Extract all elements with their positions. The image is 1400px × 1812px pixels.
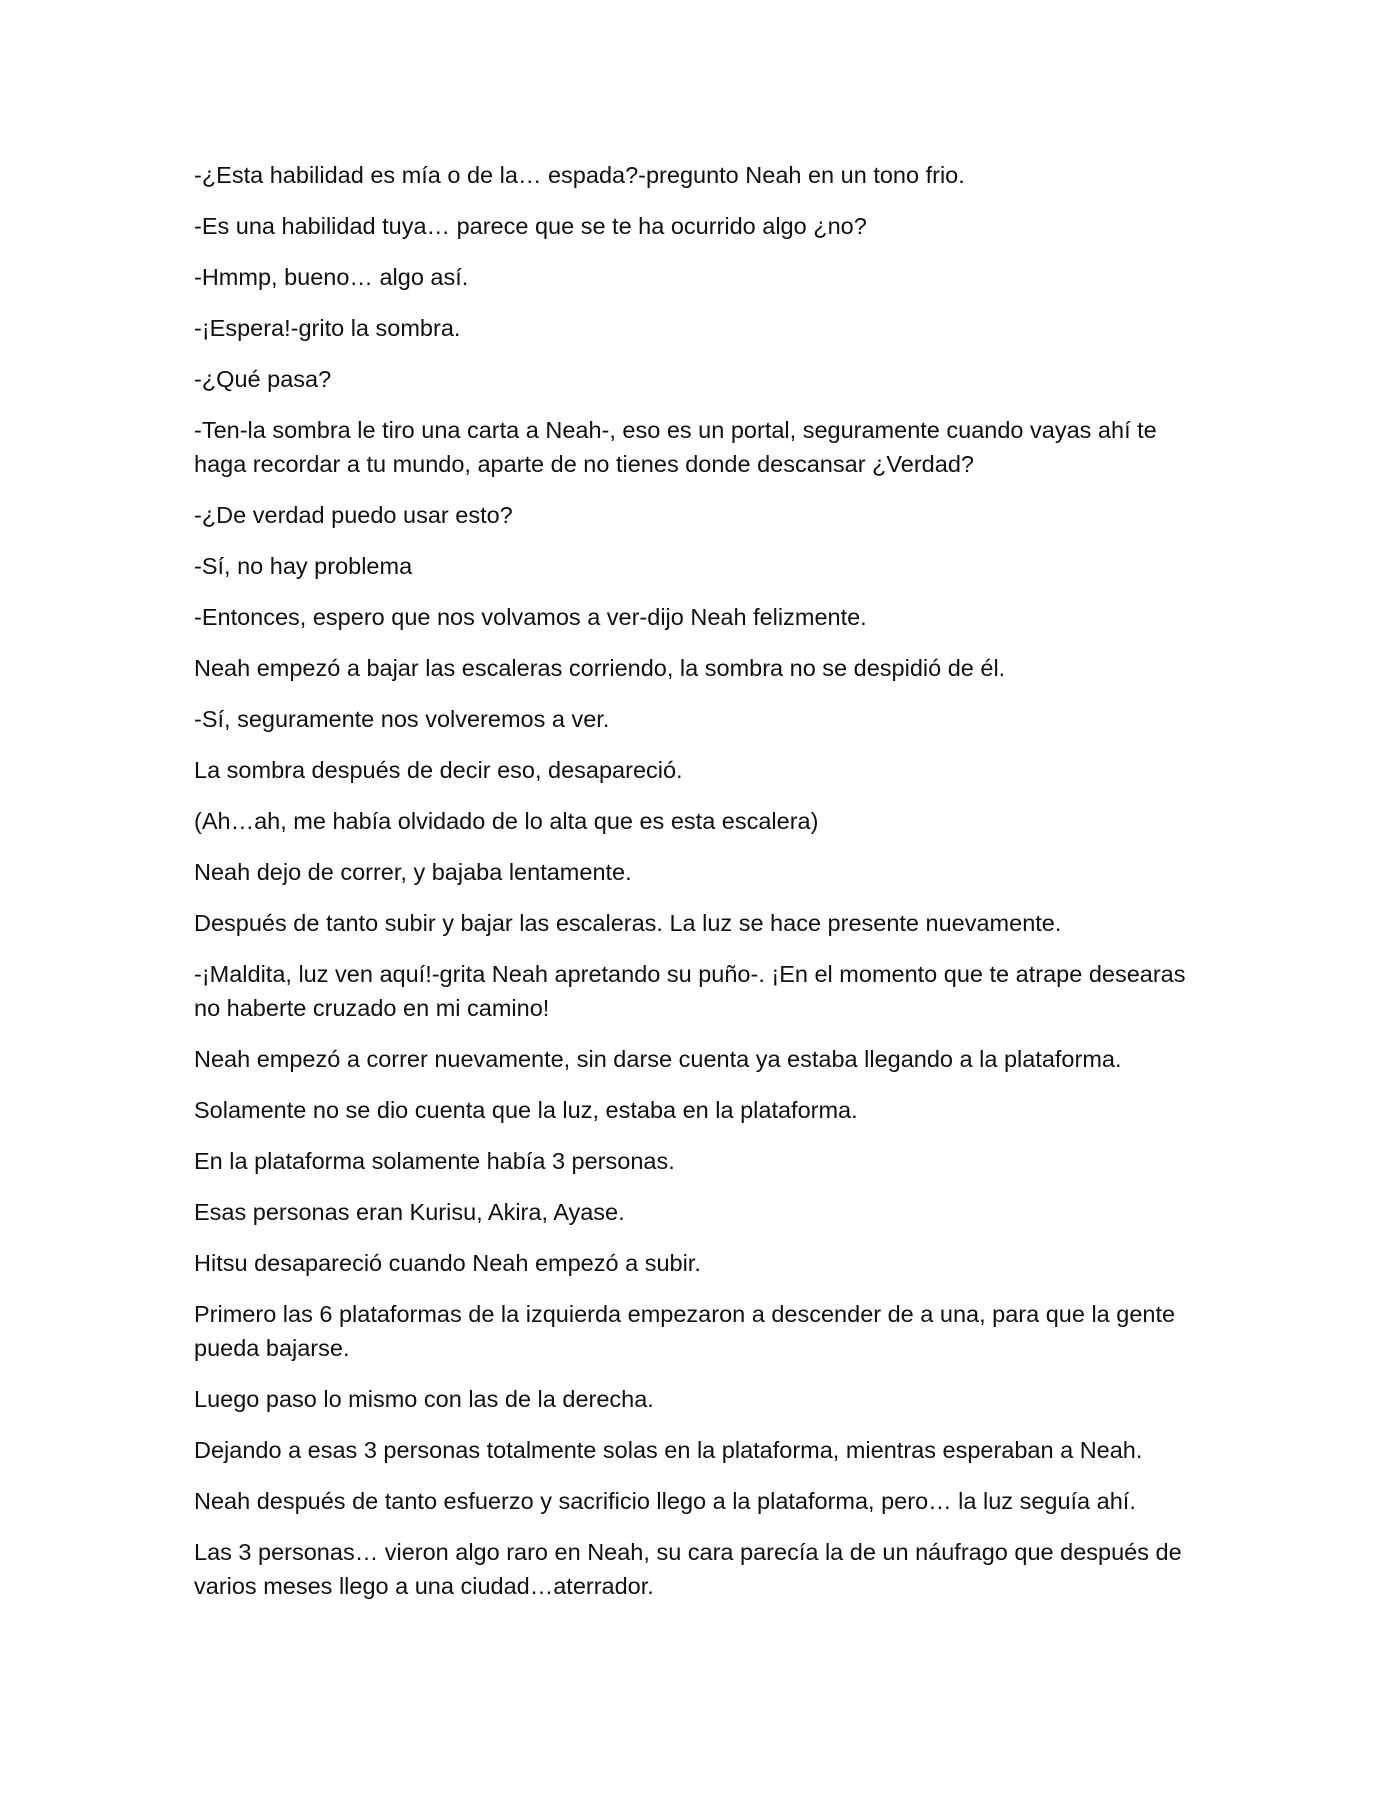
paragraph: -Ten-la sombra le tiro una carta a Neah-, eso es un portal, seguramente cuando vayas ahí te haga recordar a tu mundo, aparte de no tienes donde descansar ¿Verdad? bbox=[194, 417, 1157, 477]
paragraph: Hitsu desapareció cuando Neah empezó a subir. bbox=[194, 1250, 701, 1276]
paragraph: -Hmmp, bueno… algo así. bbox=[194, 264, 469, 290]
paragraph: -¿De verdad puedo usar esto? bbox=[194, 502, 513, 528]
paragraph: Neah dejo de correr, y bajaba lentamente. bbox=[194, 859, 632, 885]
document-body bbox=[194, 158, 1214, 1620]
paragraph: (Ah…ah, me había olvidado de lo alta que es esta escalera) bbox=[194, 808, 819, 834]
paragraph: -¡Espera!-grito la sombra. bbox=[194, 315, 461, 341]
paragraph: Neah después de tanto esfuerzo y sacrificio llego a la plataforma, pero… la luz seguía ahí. bbox=[194, 1488, 1136, 1514]
paragraph: -¿Esta habilidad es mía o de la… espada?-pregunto Neah en un tono frio. bbox=[194, 162, 965, 188]
paragraph: Neah empezó a bajar las escaleras corriendo, la sombra no se despidió de él. bbox=[194, 655, 1006, 681]
paragraph: -¡Maldita, luz ven aquí!-grita Neah apretando su puño-. ¡En el momento que te atrape desearas no haberte cruzado en mi camino! bbox=[194, 961, 1186, 1021]
paragraph: Neah empezó a correr nuevamente, sin darse cuenta ya estaba llegando a la plataforma. bbox=[194, 1046, 1122, 1072]
paragraph: Las 3 personas… vieron algo raro en Neah, su cara parecía la de un náufrago que después de varios meses llego a una ciudad…aterrador. bbox=[194, 1539, 1182, 1599]
paragraph: La sombra después de decir eso, desapareció. bbox=[194, 757, 683, 783]
paragraph: Después de tanto subir y bajar las escaleras. La luz se hace presente nuevamente. bbox=[194, 910, 1062, 936]
paragraph: Esas personas eran Kurisu, Akira, Ayase. bbox=[194, 1199, 625, 1225]
paragraph: Luego paso lo mismo con las de la derecha. bbox=[194, 1386, 654, 1412]
paragraph: -Sí, seguramente nos volveremos a ver. bbox=[194, 706, 610, 732]
paragraph: -Entonces, espero que nos volvamos a ver-dijo Neah felizmente. bbox=[194, 604, 867, 630]
paragraph: Solamente no se dio cuenta que la luz, estaba en la plataforma. bbox=[194, 1097, 858, 1123]
paragraph: -¿Qué pasa? bbox=[194, 366, 332, 392]
paragraph: Primero las 6 plataformas de la izquierda empezaron a descender de a una, para que la gente pueda bajarse. bbox=[194, 1301, 1176, 1361]
paragraph: En la plataforma solamente había 3 personas. bbox=[194, 1148, 675, 1174]
paragraph: -Sí, no hay problema bbox=[194, 553, 413, 579]
paragraph: -Es una habilidad tuya… parece que se te ha ocurrido algo ¿no? bbox=[194, 213, 867, 239]
paragraph: Dejando a esas 3 personas totalmente solas en la plataforma, mientras esperaban a Neah. bbox=[194, 1437, 1143, 1463]
